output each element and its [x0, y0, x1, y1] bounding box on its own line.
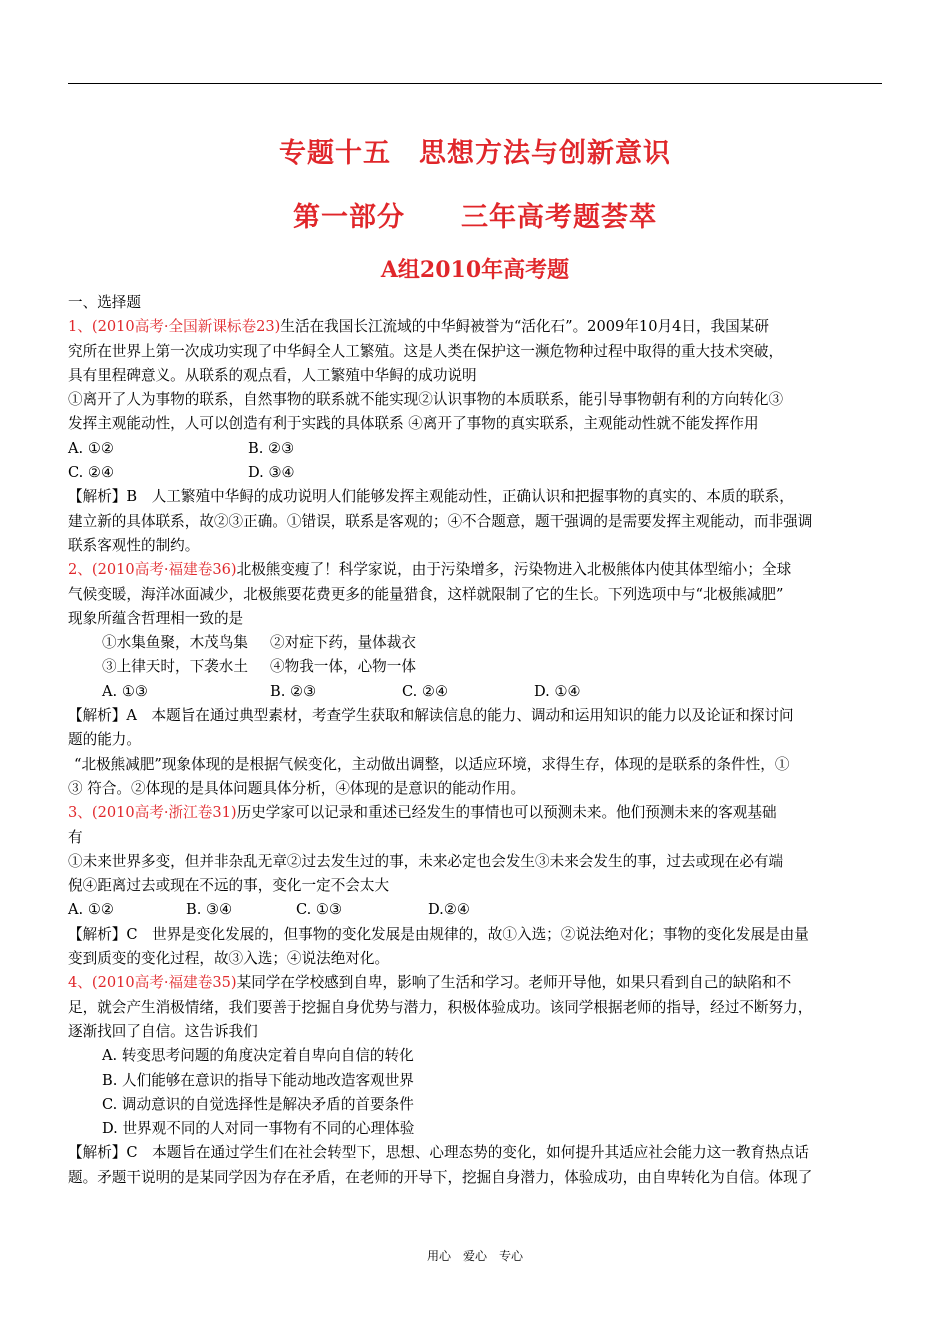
question-4-analysis: 题。矛题干说明的是某同学因为存在矛盾，在老师的开导下，挖掘自身潜力，体验成功，由自卑转化为自信。体现了 — [68, 1168, 813, 1186]
question-4-line: 足，就会产生消极情绪，我们要善于挖掘自身优势与潜力，积极体验成功。该同学根据老师的指导，经过不断努力， — [68, 998, 813, 1016]
question-2-line: 现象所蕴含哲理相一致的是 — [68, 609, 244, 627]
question-1-analysis: 【解析】B 人工繁殖中华鲟的成功说明人们能够发挥主观能动性，正确认识和把握事物的真实的、本质的联系， — [68, 488, 794, 506]
question-2-items-row — [68, 631, 882, 655]
question-3-analysis: 【解析】C 世界是变化发展的，但事物的变化发展是由规律的，故①入选；②说法绝对化；事物的变化发展是由量 — [68, 925, 809, 943]
question-1-options-row — [68, 461, 882, 485]
page-footer: 用心 爱心 专心 — [426, 1249, 523, 1263]
question-2-analysis: 【解析】A 本题旨在通过典型素材，考查学生获取和解读信息的能力、调动和运用知识的能力以及论证和探讨问 — [68, 707, 794, 725]
question-3-text: 历史学家可以记录和重述已经发生的事情也可以预测未来。他们预测未来的客观基础 — [236, 804, 777, 822]
question-2-items-row — [68, 655, 882, 679]
option-c: C. ②④ — [68, 464, 115, 482]
question-2-line: 气候变暖，海洋冰面减少，北极熊要花费更多的能量猎食，这样就限制了它的生长。下列选项中与“北极熊减肥” — [68, 585, 784, 603]
question-4-line: 逐渐找回了自信。这告诉我们 — [68, 1022, 258, 1040]
section-heading: 一、选择题 — [68, 294, 141, 311]
question-3-options-row — [68, 898, 882, 922]
question-2-analysis: 题的能力。 — [68, 731, 141, 749]
question-1-analysis: 建立新的具体联系，故②③正确。①错误，联系是客观的；④不合题意，题干强调的是需要发挥主观能动，而非强调 — [68, 512, 813, 530]
option-a: A. 转变思考问题的角度决定着自卑向自信的转化 — [102, 1047, 414, 1065]
group-title: A组2010年高考题 — [380, 257, 570, 283]
question-1-line: 具有里程碑意义。从联系的观点看，人工繁殖中华鲟的成功说明 — [68, 366, 477, 384]
question-2-source: 2、(2010高考·福建卷36) — [68, 561, 237, 579]
question-1-options-row — [68, 437, 882, 461]
option-d: D. ①④ — [534, 682, 581, 700]
option-d: D. 世界观不同的人对同一事物有不同的心理体验 — [102, 1120, 415, 1138]
question-4-analysis: 【解析】C 本题旨在通过学生们在社会转型下，思想、心理态势的变化，如何提升其适应社会能力这一教育热点话 — [68, 1144, 809, 1162]
question-2-line — [68, 558, 882, 582]
option-c: C. ①③ — [296, 901, 343, 919]
question-2-options-row — [68, 680, 882, 704]
item-2: ②对症下药，量体裁衣 — [270, 634, 416, 652]
option-c: C. ②④ — [402, 682, 449, 700]
question-3-statement: ①未来世界多变，但并非杂乱无章②过去发生过的事，未来必定也会发生③未来会发生的事，过去或现在必有端 — [68, 852, 784, 870]
question-2-text: 北极熊变瘦了！科学家说，由于污染增多，污染物进入北极熊体内使其体型缩小；全球 — [236, 561, 792, 579]
page-title: 专题十五 思想方法与创新意识 — [279, 138, 671, 169]
item-4: ④物我一体，心物一体 — [270, 658, 416, 676]
question-1-analysis: 联系客观性的制约。 — [68, 536, 200, 554]
question-1-source: 1、(2010高考·全国新课标卷23) — [68, 318, 281, 336]
option-b: B. ②③ — [248, 439, 295, 457]
question-3-line: 有 — [68, 828, 83, 846]
option-b: B. ②③ — [270, 682, 317, 700]
header-rule — [68, 83, 882, 84]
question-3-source: 3、(2010高考·浙江卷31) — [68, 804, 237, 822]
option-d: D.②④ — [428, 901, 470, 919]
question-3-statement: 倪④距离过去或现在不远的事，变化一定不会太大 — [68, 877, 390, 895]
question-4-line — [68, 971, 882, 995]
option-a: A. ①② — [68, 439, 114, 457]
option-a: A. ①② — [68, 901, 114, 919]
item-3: ③上律天时，下袭水土 — [102, 658, 248, 676]
question-4-source: 4、(2010高考·福建卷35) — [68, 974, 237, 992]
question-1-line: 究所在世界上第一次成功实现了中华鲟全人工繁殖。这是人类在保护这一濒危物种过程中取得的重大技术突破， — [68, 342, 784, 360]
part-title: 第一部分 三年高考题荟萃 — [293, 202, 657, 233]
question-3-analysis: 变到质变的变化过程，故③入选；④说法绝对化。 — [68, 950, 390, 968]
question-1-statement: 发挥主观能动性，人可以创造有利于实践的具体联系 ④离开了事物的真实联系，主观能动性就不能发挥作用 — [68, 415, 759, 433]
question-3-line — [68, 801, 882, 825]
question-1-text: 生活在我国长江流域的中华鲟被誉为“活化石”。2009年10月4日，我国某研 — [280, 318, 769, 336]
question-1-statement: ①离开了人为事物的联系，自然事物的联系就不能实现②认识事物的本质联系，能引导事物朝有利的方向转化③ — [68, 391, 784, 409]
option-b: B. 人们能够在意识的指导下能动地改造客观世界 — [102, 1071, 414, 1089]
question-4-text: 某同学在学校感到自卑，影响了生活和学习。老师开导他，如果只看到自己的缺陷和不 — [236, 974, 792, 992]
question-2-analysis: ③ 符合。②体现的是具体问题具体分析，④体现的是意识的能动作用。 — [68, 779, 526, 797]
question-2-analysis: “北极熊减肥”现象体现的是根据气候变化，主动做出调整，以适应环境，求得生存，体现的是联系的条件性，① — [74, 755, 790, 773]
option-a: A. ①③ — [102, 682, 148, 700]
option-c: C. 调动意识的自觉选择性是解决矛盾的首要条件 — [102, 1095, 414, 1113]
document-body — [68, 291, 882, 1190]
option-d: D. ③④ — [248, 464, 295, 482]
question-1-line — [68, 315, 882, 339]
option-b: B. ③④ — [186, 901, 233, 919]
item-1: ①水集鱼聚，木茂鸟集 — [102, 634, 248, 652]
